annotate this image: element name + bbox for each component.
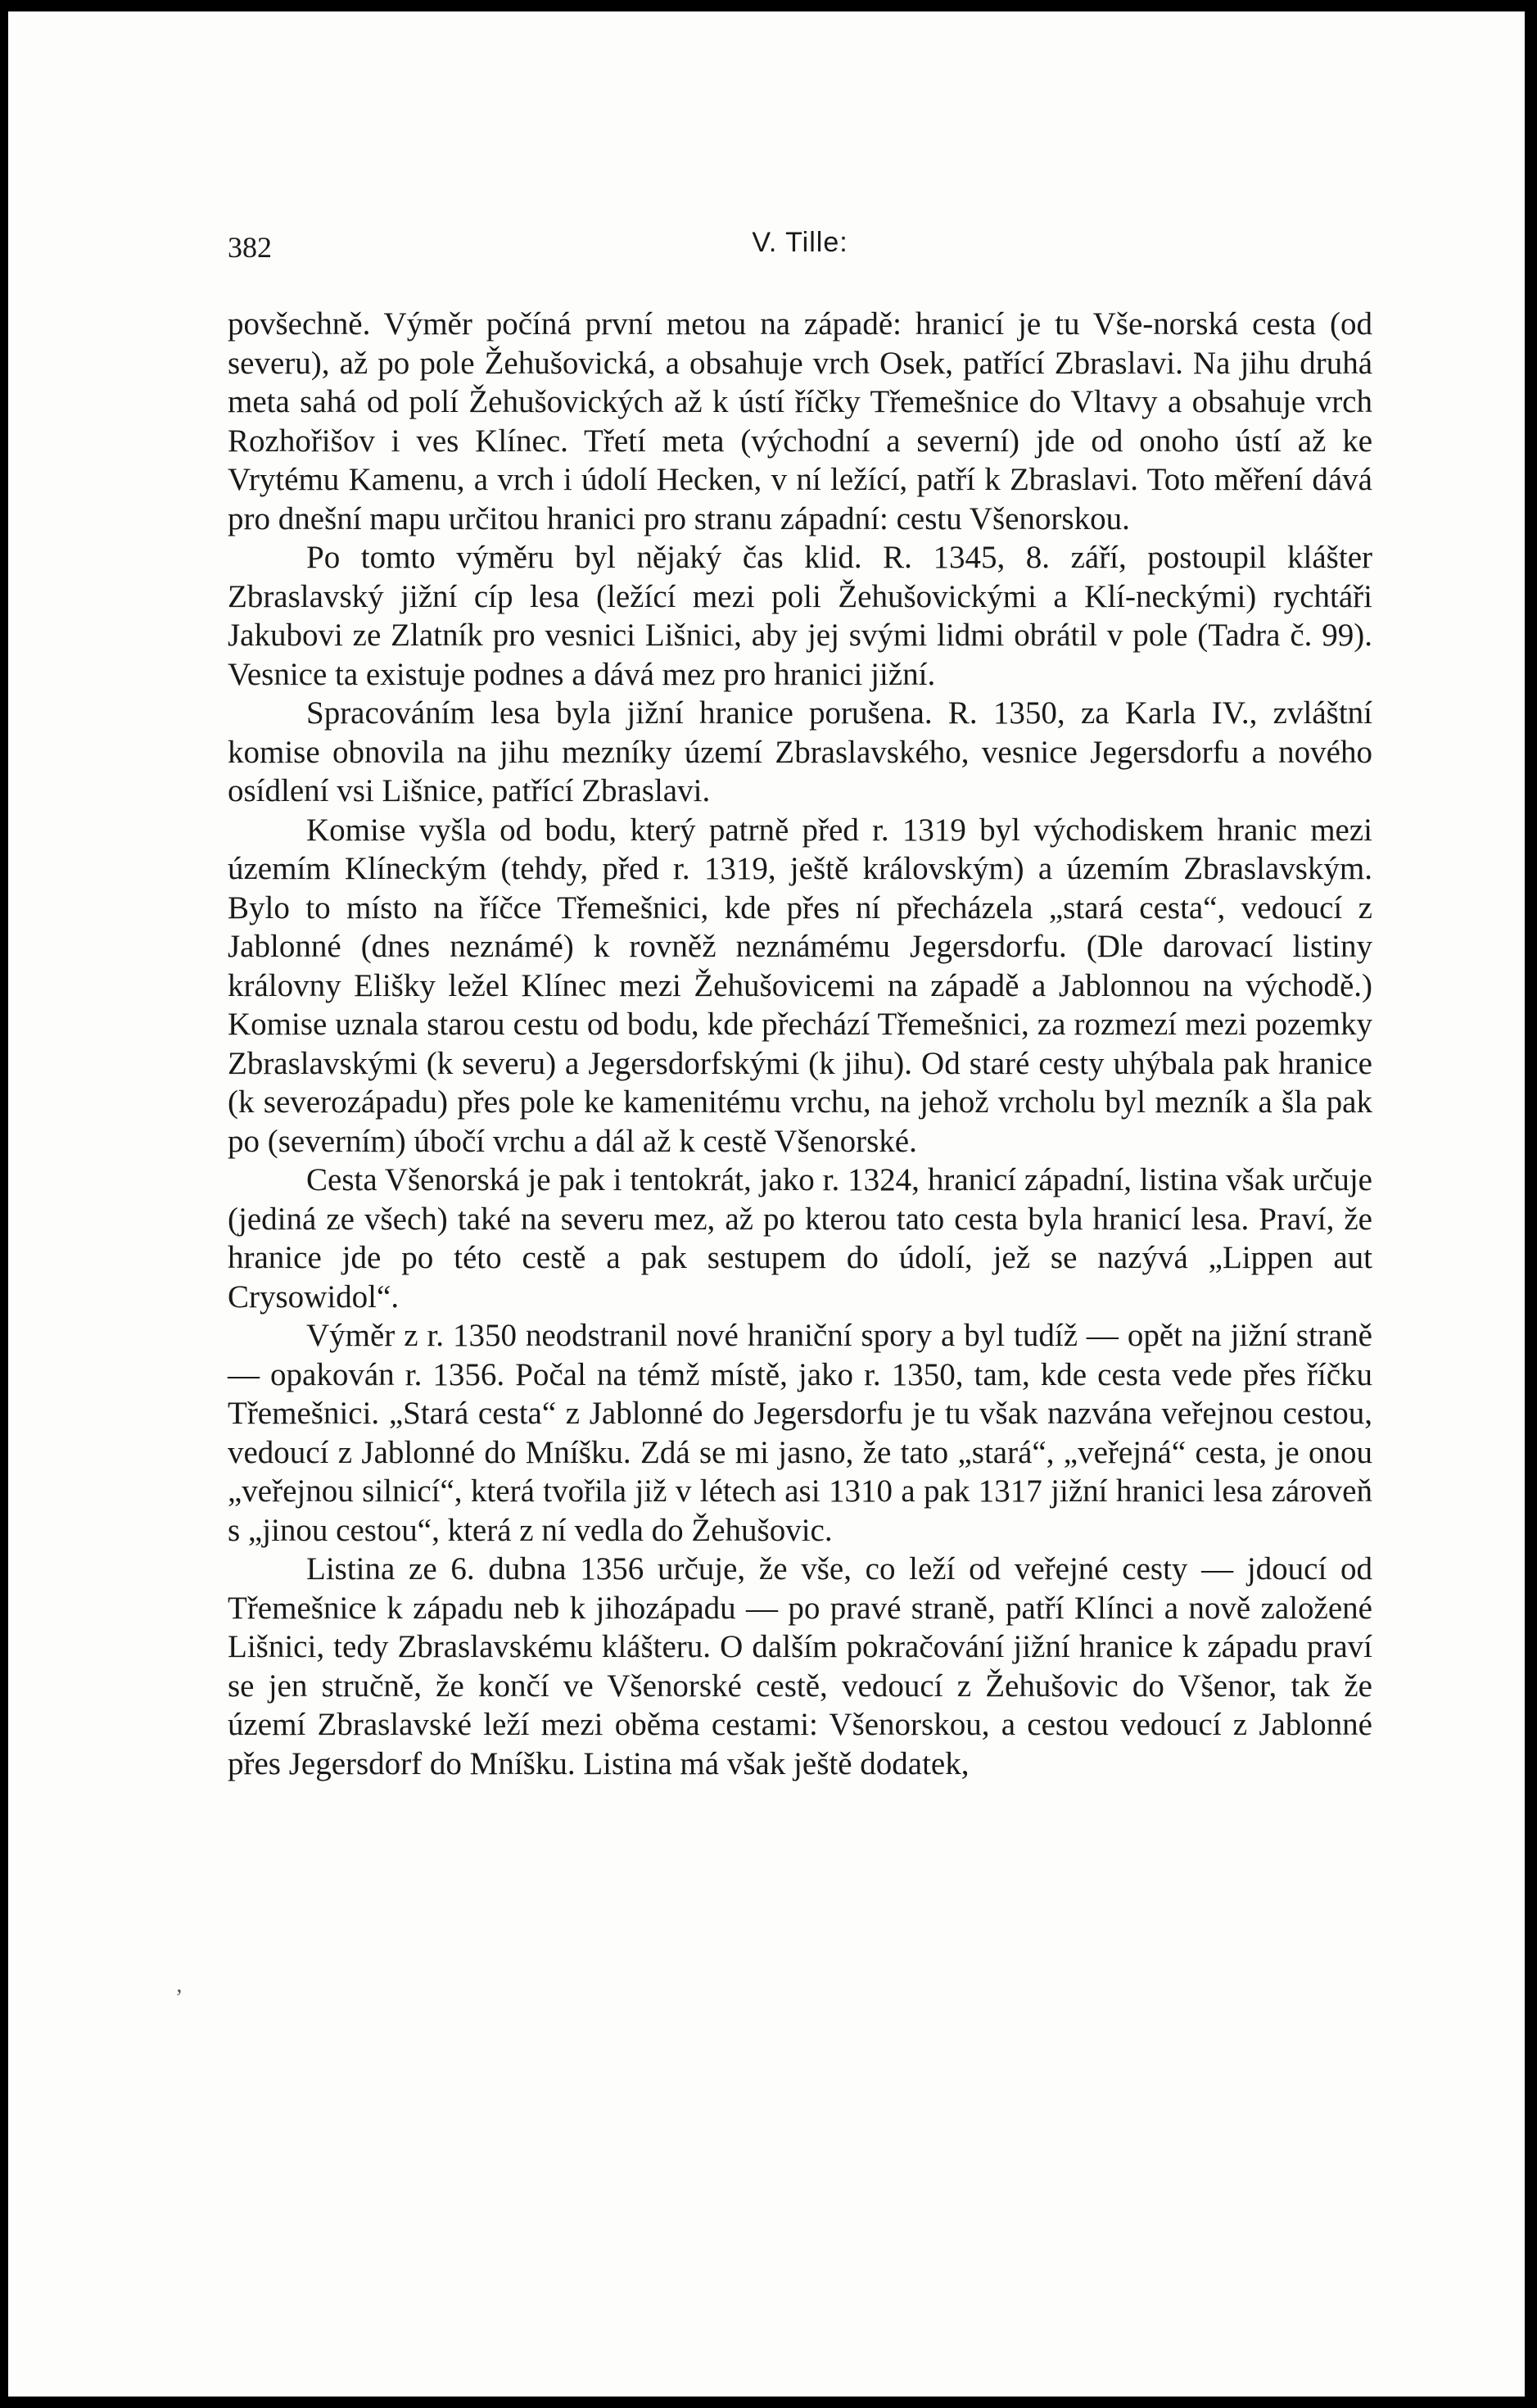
paragraph-3: Spracováním lesa byla jižní hranice porušena. R. 1350, za Karla IV., zvláštní komise obnovila na jihu mezníky území Zbraslavského, vesnice Jegersdorfu a nového osídlení vsi Lišnice, patřící Zbraslavi. bbox=[228, 695, 1372, 808]
paragraph-6: Výměr z r. 1350 neodstranil nové hraniční spory a byl tudíž — opět na jižní straně — opakován r. 1356. Počal na témž místě, jako r. 1350, tam, kde cesta vede přes říčku Třemešnici. „Stará cesta“ z Jablonné do Jegersdorfu je tu však nazvána veřejnou cestou, vedoucí z Jablonné do Mníšku. Zdá se mi jasno, že tato „stará“, „veřejná“ cesta, je onou „veřejnou silnicí“, která tvořila již v létech asi 1310 a pak 1317 jižní hranici lesa zároveň s „jinou cestou“, která z ní vedla do Žehušovic. bbox=[228, 1318, 1372, 1548]
paragraph-4: Komise vyšla od bodu, který patrně před r. 1319 byl východiskem hranic mezi územím Klíneckým (tehdy, před r. 1319, ještě královským) a územím Zbraslavským. Bylo to místo na říčce Třemešnici, kde přes ní přecházela „stará cesta“, vedoucí z Jablonné (dnes neznámé) k rovněž neznámému Jegersdorfu. (Dle darovací listiny královny Elišky ležel Klínec mezi Žehušovicemi na západě a Jablonnou na východě.) Komise uznala starou cestu od bodu, kde přechází Třemešnici, za rozmezí mezi pozemky Zbraslavskými (k severu) a Jegersdorfskými (k jihu). Od staré cesty uhýbala pak hranice (k severozápadu) přes pole ke kamenitému vrchu, na jehož vrcholu byl mezník a šla pak po (severním) úbočí vrchu a dál až k cestě Všenorské. bbox=[228, 812, 1372, 1159]
paragraph-2: Po tomto výměru byl nějaký čas klid. R. 1345, 8. září, postoupil klášter Zbraslavský jižní cíp lesa (ležící mezi poli Žehušovickými a Klí-neckými) rychtáři Jakubovi ze Zlatník pro vesnici Lišnici, aby jej svými lidmi obrátil v pole (Tadra č. 99). Vesnice ta existuje podnes a dává mez pro hranici jižní. bbox=[228, 540, 1372, 692]
paragraph-7: Listina ze 6. dubna 1356 určuje, že vše, co leží od veřejné cesty — jdoucí od Třemešnice k západu neb k jihozápadu — po pravé straně, patří Klínci a nově založené Lišnici, tedy Zbraslavskému klášteru. O dalším pokračování jižní hranice k západu praví se jen stručně, že končí ve Všenorské cestě, vedoucí z Žehušovic do Všenor, tak že území Zbraslavské leží mezi oběma cestami: Všenorskou, a cestou vedoucí z Jablonné přes Jegersdorf do Mníšku. Listina má však ještě dodatek, bbox=[228, 1551, 1372, 1781]
paragraph-1: povšechně. Výměr počíná první metou na západě: hranicí je tu Vše-norská cesta (od severu), až po pole Žehušovická, a obsahuje vrch Osek, patřící Zbraslavi. Na jihu druhá meta sahá od polí Žehušovických až k ústí říčky Třemešnice do Vltavy a obsahuje vrch Rozhořišov i ves Klínec. Třetí meta (východní a severní) jde od onoho ústí až ke Vrytému Kamenu, a vrch i údolí Hecken, v ní ležící, patří k Zbraslavi. Toto měření dává pro dnešní mapu určitou hranici pro stranu západní: cestu Všenorskou. bbox=[228, 306, 1372, 536]
page-number: 382 bbox=[228, 231, 272, 264]
running-head: V. Tille: bbox=[752, 227, 848, 258]
body-text bbox=[228, 305, 1372, 1783]
page-header bbox=[228, 217, 1372, 266]
paragraph-5: Cesta Všenorská je pak i tentokrát, jako r. 1324, hranicí západní, listina však určuje (jediná ze všech) také na severu mez, až po kterou tato cesta byla hranicí lesa. Praví, že hranice jde po této cestě a pak sestupem do údolí, jež se nazývá „Lippen aut Crysowidol“. bbox=[228, 1162, 1372, 1315]
margin-mark: ʼ bbox=[175, 1985, 183, 2011]
